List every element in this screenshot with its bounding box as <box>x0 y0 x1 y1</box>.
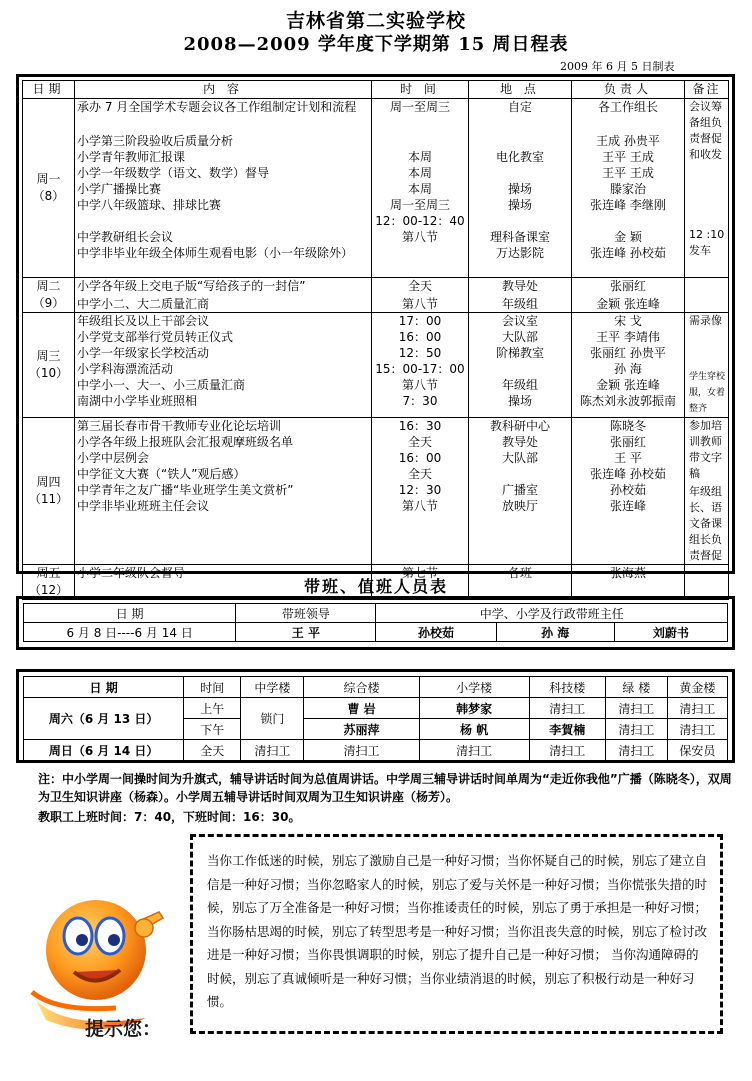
floor-sat-pm-zonghe: 苏丽萍 <box>304 719 419 740</box>
item-person: 张连峰 李继刚 <box>590 198 666 212</box>
note-text: 学生穿校服，女着整齐 <box>689 372 726 414</box>
header-place: 地 点 <box>469 81 572 99</box>
item-time: 全天 <box>407 279 432 293</box>
floor-sat-pm-lv: 清扫工 <box>605 719 667 740</box>
duty-teacher-1: 孙校茹 <box>376 623 496 642</box>
item-place: 自定 <box>507 100 532 114</box>
note-cell <box>685 99 729 278</box>
floor-row-sat-am <box>24 698 728 719</box>
note-cell <box>685 313 729 418</box>
day-cell <box>23 99 75 278</box>
item-content: 小学中层例会 <box>77 451 150 465</box>
floor-sat-am-time: 上午 <box>184 698 241 719</box>
item-time-cell <box>372 99 469 278</box>
day-number: （10） <box>28 366 69 380</box>
schedule-table <box>22 80 729 600</box>
item-time-cell <box>372 313 469 418</box>
header-content: 内 容 <box>75 81 372 99</box>
floor-sun-huangjin: 保安员 <box>667 740 727 761</box>
floor-sat-pm-xiaoxue: 杨 帆 <box>419 719 529 740</box>
floor-header-keji: 科技楼 <box>529 677 605 698</box>
item-place: 广播室 <box>501 483 538 497</box>
duty-section-title: 带班、值班人员表 <box>303 577 448 596</box>
item-place: 教导处 <box>501 435 538 449</box>
item-content: 中学征文大赛（“铁人”观后感） <box>77 467 246 481</box>
item-person: 张丽红 <box>609 279 646 293</box>
day-cell <box>23 278 75 313</box>
item-person: 孙校茹 <box>609 483 646 497</box>
item-content: 中学非毕业班班主任会议 <box>77 499 210 513</box>
notice-text: 注：中小学周一间操时间为升旗式，辅导讲话时间为总值周讲话。中学周三辅导讲话时间单周为“走近你我他”广播（陈晓冬），双周为卫生知识讲座（杨森）。小学周五辅导讲话时间双周为卫生知识讲座（杨芳）。 <box>38 772 732 804</box>
day-name: 周三 <box>36 349 61 363</box>
item-time: 本周 <box>407 150 432 164</box>
floor-sat-pm-huangjin: 清扫工 <box>667 719 727 740</box>
item-person: 王平 李靖伟 <box>596 330 660 344</box>
floor-sun-xiaoxue: 清扫工 <box>419 740 529 761</box>
day-cell <box>23 418 75 565</box>
item-content-cell <box>75 313 372 418</box>
schedule-header-row <box>23 81 729 99</box>
floor-header-huangjin: 黄金楼 <box>667 677 727 698</box>
day-number: （8） <box>32 189 65 203</box>
note-cell <box>685 278 729 313</box>
floor-row-sun <box>24 740 728 761</box>
item-person: 陈晓冬 <box>609 419 646 433</box>
page-title: 2008—2009 学年度下学期第 15 周日程表 <box>183 34 569 55</box>
item-person: 王平 王成 <box>602 166 654 180</box>
note-text: 12 :10 发车 <box>689 228 725 257</box>
item-time: 16：30 <box>398 419 442 433</box>
item-content-cell <box>75 418 372 565</box>
item-content: 小学一年级数学（语文、数学）督导 <box>77 166 270 180</box>
floor-sat-zhongxue: 锁门 <box>241 698 304 740</box>
floor-header-xiaoxue: 小学楼 <box>419 677 529 698</box>
header-time: 时 间 <box>372 81 469 99</box>
floor-sat-pm-keji: 李賀楠 <box>529 719 605 740</box>
tip-label: 提示您： <box>85 1018 162 1040</box>
note-cell <box>685 418 729 565</box>
floor-duty-frame <box>16 669 735 763</box>
item-place-cell <box>469 418 572 565</box>
school-name: 吉林省第二实验学校 <box>285 10 466 32</box>
floor-sun-keji: 清扫工 <box>529 740 605 761</box>
item-person-cell <box>572 99 685 278</box>
item-content: 小学第三阶段验收后质量分析 <box>77 134 234 148</box>
item-person: 各工作组长 <box>597 100 658 114</box>
item-time: 第八节 <box>401 378 438 392</box>
item-place: 万达影院 <box>495 246 544 260</box>
item-time <box>372 245 468 277</box>
header-note: 备注 <box>685 81 729 99</box>
item-place: 各班 <box>507 566 532 580</box>
item-person: 张连峰 <box>609 499 646 513</box>
item-person: 张海燕 <box>609 566 646 580</box>
work-hours: 教职工上班时间：7：40，下班时间：16：30。 <box>38 810 301 824</box>
item-content: 中学八年级篮球、排球比赛 <box>77 198 222 212</box>
duty-leader: 王 平 <box>236 623 376 642</box>
item-place <box>469 165 571 181</box>
item-time: 12：30 <box>398 483 442 497</box>
item-place: 操场 <box>507 394 532 408</box>
day-name: 周四 <box>36 475 61 489</box>
duty-teacher-3: 刘蔚书 <box>614 623 727 642</box>
duty-header-teachers: 中学、小学及行政带班主任 <box>376 604 728 623</box>
schedule-row <box>23 313 729 418</box>
day-name: 周一 <box>36 172 61 186</box>
floor-header-date: 日 期 <box>24 677 184 698</box>
item-time: 第七节 <box>401 566 438 580</box>
item-content: 中学青年之友广播“毕业班学生美文赏析” <box>77 483 294 497</box>
item-person: 王成 孙贵平 <box>596 134 660 148</box>
item-content-cell <box>75 278 372 313</box>
item-time: 本周 <box>407 166 432 180</box>
day-number: （12） <box>28 583 69 597</box>
note-text: 需录像 <box>689 314 722 327</box>
item-time: 全天 <box>407 435 432 449</box>
schedule-row <box>23 418 729 565</box>
duty-frame <box>16 596 735 650</box>
floor-sat-am-lv: 清扫工 <box>605 698 667 719</box>
item-place <box>469 466 571 482</box>
floor-sat-am-xiaoxue: 韩梦家 <box>419 698 529 719</box>
tip-box <box>190 834 723 1034</box>
duty-header-row <box>24 604 728 623</box>
item-place: 操场 <box>507 182 532 196</box>
item-content: 承办 7 月全国学术专题会议各工作组制定计划和流程 <box>77 100 357 114</box>
item-time: 15：00-17：00 <box>375 362 465 376</box>
item-person-cell <box>572 418 685 565</box>
item-person: 金 颖 <box>614 230 642 244</box>
item-person <box>572 213 684 229</box>
floor-header-row <box>24 677 728 698</box>
item-place: 教科研中心 <box>489 419 550 433</box>
item-person-cell <box>572 278 685 313</box>
floor-sun-date: 周日（6 月 14 日） <box>24 740 184 761</box>
item-place: 放映厅 <box>501 499 538 513</box>
item-place <box>469 213 571 229</box>
item-place: 年级组 <box>501 297 538 311</box>
schedule-body <box>23 99 729 600</box>
floor-sat-am-zonghe: 曹 岩 <box>304 698 419 719</box>
item-content: 小学广播操比赛 <box>77 182 162 196</box>
item-person: 张连峰 孙校茹 <box>590 246 666 260</box>
item-content: 小学一年级家长学校活动 <box>77 346 210 360</box>
item-content: 中学小一、大一、小三质量汇商 <box>77 378 246 392</box>
note-text: 会议筹备组负责督促和收发 <box>689 100 722 161</box>
duty-teacher-2: 孙 海 <box>496 623 614 642</box>
item-content <box>77 213 371 229</box>
item-place: 大队部 <box>501 451 538 465</box>
duty-header-date: 日 期 <box>24 604 236 623</box>
item-place: 会议室 <box>501 314 538 328</box>
duty-table <box>23 603 728 642</box>
floor-header-zhongxue: 中学楼 <box>241 677 304 698</box>
item-content: 小学科海漂流活动 <box>77 362 174 376</box>
floor-header-lv: 绿 楼 <box>605 677 667 698</box>
made-date: 2009 年 6 月 5 日制表 <box>560 60 675 73</box>
item-content: 年级组长及以上干部会议 <box>77 314 210 328</box>
item-content-cell <box>75 99 372 278</box>
item-content: 小学各年级上交电子版“写给孩子的一封信” <box>77 279 306 293</box>
note-text: 参加培训教师带文字稿 <box>689 419 722 480</box>
day-name: 周五 <box>36 566 61 580</box>
item-time <box>372 133 468 149</box>
item-content: 小学各年级上报班队会汇报观摩班级名单 <box>77 435 294 449</box>
item-time: 本周 <box>407 182 432 196</box>
floor-sun-zonghe: 清扫工 <box>304 740 419 761</box>
schedule-row <box>23 99 729 278</box>
floor-sun-zhongxue: 清扫工 <box>241 740 304 761</box>
item-place: 电化教室 <box>495 150 544 164</box>
floor-sat-am-huangjin: 清扫工 <box>667 698 727 719</box>
item-time: 12：00-12：40 <box>375 214 465 228</box>
item-place: 阶梯教室 <box>495 346 544 360</box>
item-place <box>469 361 571 377</box>
day-number: （9） <box>32 296 65 310</box>
item-content: 小学党支部举行党员转正仪式 <box>77 330 234 344</box>
item-content: 中学小二、大二质量汇商 <box>77 297 210 311</box>
floor-sun-lv: 清扫工 <box>605 740 667 761</box>
item-time: 16：00 <box>398 451 442 465</box>
item-person: 孙 海 <box>614 362 642 376</box>
item-place-cell <box>469 99 572 278</box>
item-time: 16：00 <box>398 330 442 344</box>
floor-duty-table <box>23 676 728 761</box>
item-person: 金颖 张连峰 <box>596 378 660 392</box>
floor-sun-time: 全天 <box>184 740 241 761</box>
floor-header-zonghe: 综合楼 <box>304 677 419 698</box>
item-person: 王 平 <box>614 451 642 465</box>
item-time-cell <box>372 278 469 313</box>
item-place-cell <box>469 278 572 313</box>
item-person: 张丽红 孙贵平 <box>590 346 666 360</box>
item-time: 17：00 <box>398 314 442 328</box>
floor-sat-date: 周六（6 月 13 日） <box>24 698 184 740</box>
item-time: 第八节 <box>401 499 438 513</box>
item-time: 全天 <box>407 467 432 481</box>
floor-sat-pm-time: 下午 <box>184 719 241 740</box>
item-person: 张连峰 孙校茹 <box>590 467 666 481</box>
item-content: 小学二年级队会督导 <box>77 566 186 580</box>
item-time: 周一至周三 <box>389 198 450 212</box>
note-text: 年级组长、语文备课组长负责督促 <box>689 485 722 562</box>
header-person: 负责人 <box>572 81 685 99</box>
item-content: 第三届长春市骨干教师专业化论坛培训 <box>77 419 282 433</box>
item-time-cell <box>372 418 469 565</box>
item-person: 金颖 张连峰 <box>596 297 660 311</box>
duty-header-leader: 带班领导 <box>236 604 376 623</box>
item-place: 理科备课室 <box>489 230 550 244</box>
item-person: 陈杰刘永波郭振南 <box>579 394 676 408</box>
duty-date: 6 月 8 日----6 月 14 日 <box>24 623 236 642</box>
tip-text: 当你工作低迷的时候，别忘了激励自己是一种好习惯；当你怀疑自己的时候，别忘了建立自信是一种好习惯；当你忽略家人的时候，别忘了爱与关怀是一种好习惯；当你慌张失措的时候，别忘了万全准备是一种好习惯；当你推诿责任的时候，别忘了勇于承担是一种好习惯；当你肠枯思竭的时候，别忘了转型思考是一种好习惯；当你沮丧失意的时候，别忘了检讨改进是一种好习惯；当你畏惧调职的时候，别忘了提升自己是一种好习惯； 当你沟通障碍的时候，别忘了真诚倾听是一种好习惯；当你业绩消退的时候，别忘了积极行动是一种好习惯。 <box>207 853 708 1009</box>
item-place <box>469 133 571 149</box>
item-content: 中学非毕业年级全体师生观看电影（小一年级除外） <box>77 246 354 260</box>
schedule-row <box>23 278 729 313</box>
day-cell <box>23 313 75 418</box>
item-content: 南湖中小学毕业班照相 <box>77 394 198 408</box>
duty-row <box>24 623 728 642</box>
day-name: 周二 <box>36 279 61 293</box>
item-content: 中学教研组长会议 <box>77 230 174 244</box>
item-content: 小学青年教师汇报课 <box>77 150 186 164</box>
item-place: 年级组 <box>501 378 538 392</box>
item-time: 12：50 <box>398 346 442 360</box>
item-place-cell <box>469 313 572 418</box>
item-place: 教导处 <box>501 279 538 293</box>
item-time: 周一至周三 <box>389 100 450 114</box>
item-time: 7：30 <box>402 394 438 408</box>
item-person: 王平 王成 <box>602 150 654 164</box>
item-person: 张丽红 <box>609 435 646 449</box>
item-time: 第八节 <box>401 297 438 311</box>
item-place: 操场 <box>507 198 532 212</box>
item-place: 大队部 <box>501 330 538 344</box>
day-number: （11） <box>28 492 69 506</box>
item-person-cell <box>572 313 685 418</box>
header-date: 日期 <box>23 81 75 99</box>
item-person: 宋 戈 <box>614 314 642 328</box>
floor-sat-am-keji: 清扫工 <box>529 698 605 719</box>
item-time: 第八节 <box>401 230 438 244</box>
floor-header-time: 时间 <box>184 677 241 698</box>
item-person: 滕家治 <box>609 182 646 196</box>
